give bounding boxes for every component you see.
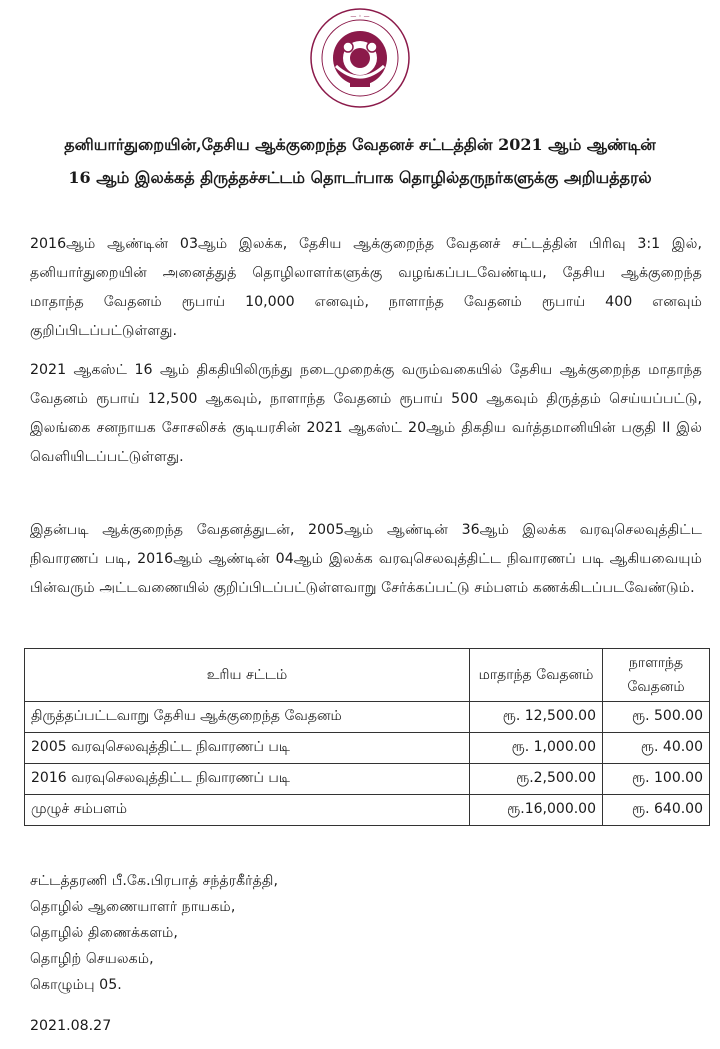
government-emblem-icon [308,6,412,110]
signatory-secretariat: தொழிற் செயலகம், [30,951,154,967]
row-act: 2016 வரவுசெலவுத்திட்ட நிவாரணப் படி [25,764,470,795]
signatory-title: தொழில் ஆணையாளர் நாயகம், [30,899,236,915]
row-monthly: ரூ. 12,500.00 [470,702,603,733]
header-daily-wage: நாளாந்த வேதனம் [603,649,710,702]
row-daily: ரூ. 500.00 [603,702,710,733]
row-daily: ரூ. 100.00 [603,764,710,795]
table-row-total [25,795,710,826]
row-daily: ரூ. 40.00 [603,733,710,764]
paragraph-3: இதன்படி ஆக்குறைந்த வேதனத்துடன், 2005ஆம் ஆண்டின் 36ஆம் இலக்க வரவுசெலவுத்திட்ட நிவாரணப் படி, 2016ஆம் ஆண்டின் 04ஆம் இலக்க வரவுசெலவுத்திட்ட நிவாரணப் படி ஆகியவையும் பின்வரும் அட்டவணையில் குறிப்பிடப்பட்டுள்ளவாறு சேர்க்கப்பட்டு சம்பளம் கணக்கிடப்படவேண்டும். [30,522,702,596]
signature-block [30,868,278,998]
signatory-department: தொழில் திணைக்களம், [30,925,178,941]
row-act: திருத்தப்பட்டவாறு தேசிய ஆக்குறைந்த வேதனம் [25,702,470,733]
signatory-name: சட்டத்தரணி பீ.கே.பிரபாத் சந்த்ரகீர்த்தி, [30,873,278,889]
row-act: முழுச் சம்பளம் [25,795,470,826]
row-monthly: ரூ.2,500.00 [470,764,603,795]
paragraph-2: 2021 ஆகஸ்ட் 16 ஆம் திகதியிலிருந்து நடைமுறைக்கு வரும்வகையில் தேசிய ஆக்குறைந்த மாதாந்த வேதனம் ரூபாய் 12,500 ஆகவும், நாளாந்த வேதனம் ரூபாய் 500 ஆகவும் திருத்தம் செய்யப்பட்டு, இலங்கை சனநாயக சோசலிசக் குடியரசின் 2021 ஆகஸ்ட் 20ஆம் திகதிய வர்த்தமானியின் பகுதி II இல் வெளியிடப்பட்டுள்ளது. [30,362,702,465]
header-act: உரிய சட்டம் [25,649,470,702]
table-row [25,702,710,733]
table-row [25,764,710,795]
notice-title: தனியார்துறையின்,தேசிய ஆக்குறைந்த வேதனச் சட்டத்தின் 2021 ஆம் ஆண்டின் 16 ஆம் இலக்கத் திருத்தச்சட்டம் தொடர்பாக தொழில்தருநர்களுக்கு அறியத்தரல் [64,135,656,187]
row-monthly: ரூ. 1,000.00 [470,733,603,764]
wage-table [24,648,710,826]
row-monthly: ரூ.16,000.00 [470,795,603,826]
table-header-row [25,649,710,702]
paragraph-1: 2016ஆம் ஆண்டின் 03ஆம் இலக்க, தேசிய ஆக்குறைந்த வேதனச் சட்டத்தின் பிரிவு 3:1 இல், தனியார்துறையின் அனைத்துத் தொழிலாளர்களுக்கு வழங்கப்படவேண்டிய, தேசிய ஆக்குறைந்த மாதாந்த வேதனம் ரூபாய் 10,000 எனவும், நாளாந்த வேதனம் ரூபாய் 400 எனவும் குறிப்பிடப்பட்டுள்ளது. [30,236,702,339]
table-row [25,733,710,764]
row-act: 2005 வரவுசெலவுத்திட்ட நிவாரணப் படி [25,733,470,764]
header-monthly-wage: மாதாந்த வேதனம் [470,649,603,702]
issue-date: 2021.08.27 [30,1018,112,1034]
row-daily: ரூ. 640.00 [603,795,710,826]
svg-text:— ◦ —: — ◦ — [350,13,370,20]
signatory-city: கொழும்பு 05. [30,977,122,993]
